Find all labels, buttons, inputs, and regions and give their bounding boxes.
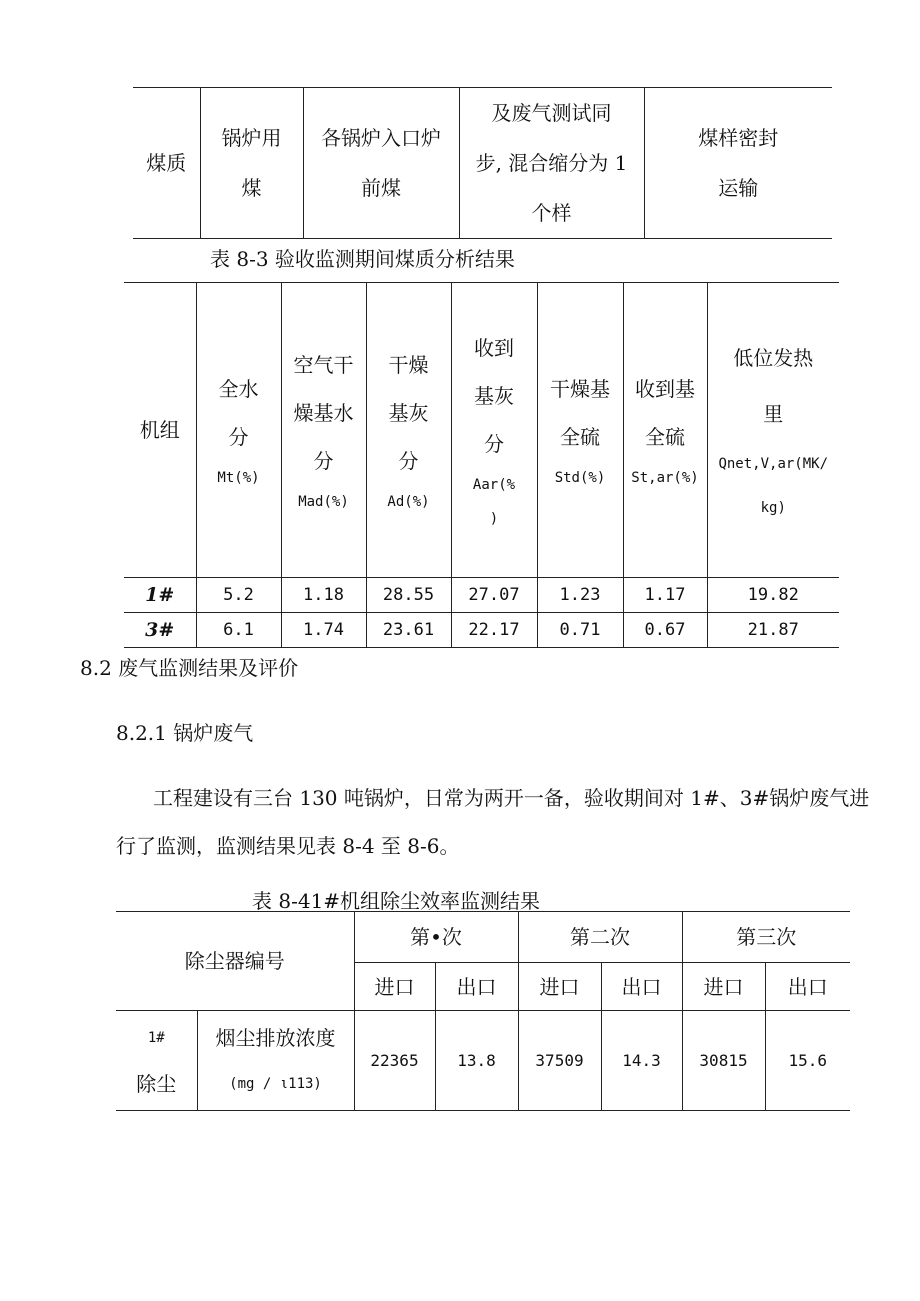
table-8-3-caption: 表 8-3 验收监测期间煤质分析结果 [210, 247, 515, 271]
header-outlet: 出口 [601, 963, 682, 1011]
sampling-location-cell: 各锅炉入口炉 前煤 [303, 87, 459, 239]
sampling-method-cell: 及废气测试同 步, 混合缩分为 1 个样 [459, 87, 644, 239]
header-outlet: 出口 [765, 963, 850, 1011]
header-received-sulfur: 收到基 全硫 St,ar(%) [623, 283, 707, 578]
cell-value: 0.71 [537, 613, 623, 648]
cell-unit: 1# [124, 578, 196, 613]
table-row [133, 87, 832, 239]
header-inlet: 进口 [682, 963, 765, 1011]
cell-value: 37509 [518, 1011, 601, 1111]
cell-value: 5.2 [196, 578, 281, 613]
sampling-object-cell: 锅炉用 煤 [200, 87, 303, 239]
cell-value: 15.6 [765, 1011, 850, 1111]
section-heading-8-2-1: 8.2.1 锅炉废气 [116, 721, 254, 745]
cell-value: 23.61 [366, 613, 451, 648]
cell-unit: 3# [124, 613, 196, 648]
cell-value: 0.67 [623, 613, 707, 648]
table-row [116, 1011, 850, 1111]
header-outlet: 出口 [435, 963, 518, 1011]
sampling-handling-cell: 煤样密封 运输 [644, 87, 832, 239]
cell-value: 6.1 [196, 613, 281, 648]
dust-removal-table [116, 911, 850, 1111]
header-round-2: 第二次 [518, 912, 682, 963]
cell-value: 30815 [682, 1011, 765, 1111]
cell-value: 1.23 [537, 578, 623, 613]
header-inlet: 进口 [518, 963, 601, 1011]
table-8-4-caption: 表 8-41#机组除尘效率监测结果 [252, 889, 541, 913]
header-calorific-value: 低位发热 里 Qnet,V,ar(MK/ kg) [707, 283, 839, 578]
table-row [124, 578, 839, 613]
cell-value: 28.55 [366, 578, 451, 613]
table-rule-bottom [133, 238, 832, 239]
header-collector-id: 除尘器编号 [116, 912, 354, 1011]
header-dry-ash: 干燥 基灰 分 Ad(%) [366, 283, 451, 578]
header-dry-sulfur: 干燥基 全硫 Std(%) [537, 283, 623, 578]
cell-unit: 1# 除尘 [116, 1011, 197, 1111]
paragraph-line-2: 行了监测，监测结果见表 8-4 至 8-6。 [116, 834, 460, 858]
header-inlet: 进口 [354, 963, 435, 1011]
header-air-dry-moisture: 空气干 燥基水 分 Mad(%) [281, 283, 366, 578]
cell-parameter: 烟尘排放浓度 (mg / ι113) [197, 1011, 354, 1111]
header-unit: 机组 [124, 283, 196, 578]
table-row [124, 613, 839, 648]
cell-value: 14.3 [601, 1011, 682, 1111]
cell-value: 27.07 [451, 578, 537, 613]
cell-value: 19.82 [707, 578, 839, 613]
table-header-row [116, 912, 850, 963]
cell-value: 1.74 [281, 613, 366, 648]
header-round-1: 第•次 [354, 912, 518, 963]
paragraph-line-1: 工程建设有三台 130 吨锅炉，日常为两开一备，验收期间对 1#、3#锅炉废气进 [153, 786, 870, 810]
section-heading-8-2: 8.2 废气监测结果及评价 [80, 656, 299, 680]
cell-value: 1.17 [623, 578, 707, 613]
coal-quality-table [124, 282, 839, 648]
header-received-ash: 收到 基灰 分 Aar(% ) [451, 283, 537, 578]
table-header-row [124, 283, 839, 578]
header-total-moisture: 全水 分 Mt(%) [196, 283, 281, 578]
cell-value: 22.17 [451, 613, 537, 648]
cell-value: 21.87 [707, 613, 839, 648]
cell-value: 1.18 [281, 578, 366, 613]
cell-value: 22365 [354, 1011, 435, 1111]
sampling-table [133, 87, 832, 239]
cell-value: 13.8 [435, 1011, 518, 1111]
sampling-category-cell: 煤质 [133, 87, 200, 239]
header-round-3: 第三次 [682, 912, 850, 963]
